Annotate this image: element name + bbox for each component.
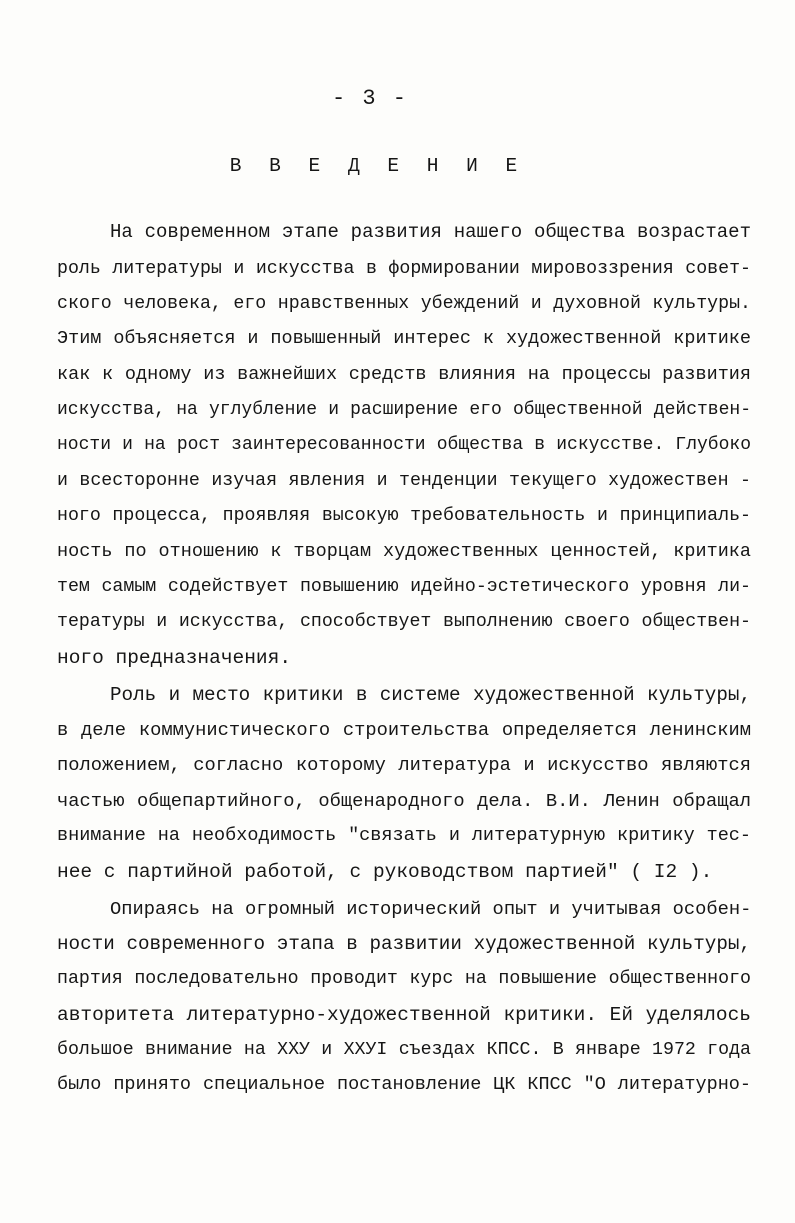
paragraph-3-line-4: авторитета литературно-художественной критики. Ей уделялось <box>57 1004 751 1026</box>
paragraph-1-line-5: как к одному из важнейших средств влияния на процессы развития <box>57 364 751 385</box>
paragraph-2-line-6: нее с партийной работой, с руководством партией" ( I2 ). <box>57 861 713 883</box>
paragraph-3-line-5: большое внимание на ХХУ и ХХУI съездах КПСС. В январе 1972 года <box>57 1040 751 1060</box>
paragraph-1-line-10: ность по отношению к творцам художественных ценностей, критика <box>57 541 751 562</box>
paragraph-1-line-11: тем самым содействует повышению идейно-эстетического уровня ли- <box>57 577 751 597</box>
paragraph-1-line-2: роль литературы и искусства в формировании мировоззрения совет- <box>57 259 751 279</box>
paragraph-1-line-7: ности и на рост заинтересованности общества в искусстве. Глубоко <box>57 435 751 455</box>
paragraph-3-line-3: партия последовательно проводит курс на повышение общественного <box>57 969 751 989</box>
paragraph-2-line-2: в деле коммунистического строительства определяется ленинским <box>57 719 751 741</box>
paragraph-2-line-5: внимание на необходимость "связать и литературную критику тес- <box>57 825 751 846</box>
paragraph-1-line-9: ного процесса, проявляя высокую требовательность и принципиаль- <box>57 506 751 526</box>
paragraph-1-line-12: тературы и искусства, способствует выполнению своего обществен- <box>57 612 751 632</box>
paragraph-1-line-13: ного предназначения. <box>57 647 292 669</box>
paragraph-3-line-2: ности современного этапа в развитии художественной культуры, <box>57 933 751 955</box>
paragraph-2-line-4: частью общепартийного, общенародного дела. В.И. Ленин обращал <box>57 790 751 812</box>
paragraph-1-line-4: Этим объясняется и повышенный интерес к художественной критике <box>57 328 751 349</box>
paragraph-1-line-8: и всесторонне изучая явления и тенденции текущего художествен - <box>57 471 751 491</box>
paragraph-3-line-1: Опираясь на огромный исторический опыт и учитывая особен- <box>110 898 751 920</box>
section-heading: В В Е Д Е Н И Е <box>229 155 526 177</box>
paragraph-1-line-3: ского человека, его нравственных убеждений и духовной культуры. <box>57 294 751 314</box>
paragraph-1-line-1: На современном этапе развития нашего общества возрастает <box>110 221 751 243</box>
paragraph-1-line-6: искусства, на углубление и расширение его общественной действен- <box>57 400 751 420</box>
page-number: - 3 - <box>331 86 408 111</box>
paragraph-2-line-3: положением, согласно которому литература и искусство являются <box>57 754 751 776</box>
paragraph-2-line-1: Роль и место критики в системе художественной культуры, <box>110 684 751 706</box>
paragraph-3-line-6: было принято специальное постановление ЦК КПСС "О литературно- <box>57 1074 751 1095</box>
